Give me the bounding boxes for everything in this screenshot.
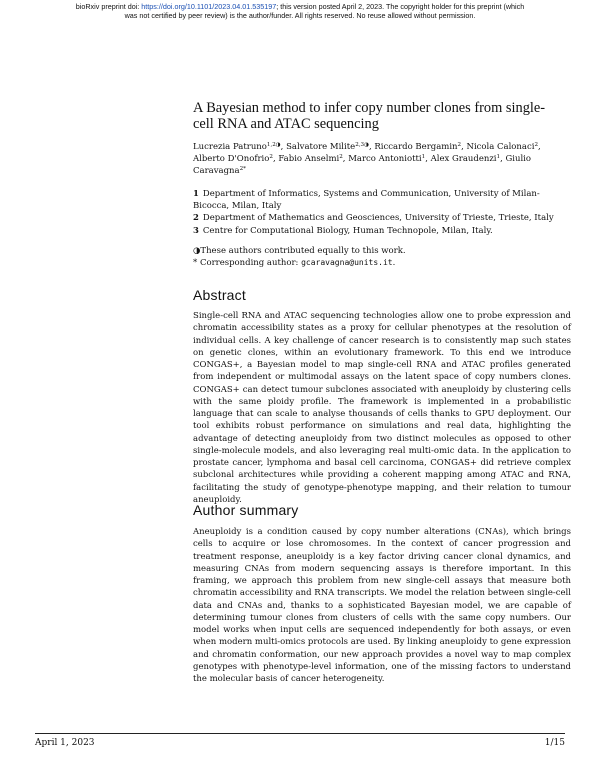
corresponding-end: . [392,258,396,269]
author-name: Giulio Caravagna [193,154,532,177]
preprint-suffix: ; this version posted April 2, 2023. The copyright holder for this preprint (which [276,2,525,11]
affiliation [193,212,568,224]
footer-divider [35,733,565,734]
affiliation-list [193,188,568,237]
author-affil-mark: 2* [239,166,246,173]
author-affil-mark: 2 [457,142,462,148]
author-summary-heading: Author summary [193,502,299,518]
author [467,142,541,152]
author-separator: , [500,154,506,165]
author-separator: , [342,154,349,165]
author [348,154,430,164]
author-name: Nicola Calonaci [466,142,535,152]
author-affil-mark: 1 [496,154,501,161]
author [278,154,348,164]
equal-contribution-note: ◑These authors contributed equally to this work. [193,246,406,256]
author-name: Salvatore Milite [286,142,356,152]
corresponding-email[interactable]: gcaravagna@units.it [301,258,393,268]
author-name: Alex Graudenzi [430,154,497,165]
author-affil-mark: 1,2◑ [266,142,281,148]
author [374,142,466,152]
author-notes [193,245,568,269]
author-name: Fabio Anselmi [278,154,340,165]
affiliation-text: Centre for Computational Biology, Human Technopole, Milan, Italy. [202,225,493,236]
preprint-notice [40,3,560,20]
author-separator: , [368,142,375,152]
affiliation-text: Department of Informatics, Systems and Communication, University of Milan-Bicocca, Milan, Italy [193,189,540,212]
abstract-body: Single-cell RNA and ATAC sequencing technologies allow one to probe expression and chromatin accessibility states as a proxy for cellular phenotypes at the resolution of individual cells. A key challenge of cancer research is to consistently map such states on genetic clones, within an evolutionary framework. To this end we introduce CONGAS+, a Bayesian model to map single-cell RNA and ATAC profiles generated from independent or multimodal assays on the latent space of copy numbers clones. CONGAS+ can detect tumour subclones associated with aneuploidy by clustering cells with the same ploidy profile. The framework is implemented in a probabilistic language that can scale to analyse thousands of cells thanks to GPU deployment. Our tool exhibits robust performance on simulations and real data, highlighting the advantage of detecting aneuploidy from two distinct molecules as opposed to other single-molecule models, and also leveraging real multi-omic data. In the application to prostate cancer, lymphoma and basal cell carcinoma, CONGAS+ did retrieve complex subclonal architectures while providing a coherent mapping among ATAC and RNA, facilitating the study of genotype-phenotype mapping, and their relation to tumour aneuploidy. [193,311,571,505]
author-name: Riccardo Bergamin [374,142,458,152]
author-separator: , [425,154,431,165]
author-summary-body: Aneuploidy is a condition caused by copy number alterations (CNAs), which brings cells to acquire or lose chromosomes. In the context of cancer progression and treatment response, aneuploidy is a key factor driving cancer clonal dynamics, and measuring CNAs from modern sequencing assays is therefore important. In this framing, we approach this problem from new single-cell assays that measure both chromatin accessibility and RNA transcripts. We model the relation between single-cell data and CNAs and, thanks to a sophisticated Bayesian model, we are capable of determining tumour clones from clusters of cells with the same copy numbers. Our model works when input cells are sequenced independently for both assays, or even when modern multi-omics protocols are used. By linking aneuploidy to gene expression and chromatin conformation, our new approach provides a novel way to map complex genotypes with phenotype-level information, one of the missing factors to understand the molecular basis of cancer heterogeneity. [193,527,571,684]
affiliation [193,225,568,237]
author [193,154,278,164]
author-list [193,141,568,178]
page-number: 1/15 [544,738,565,748]
preprint-prefix: bioRxiv preprint doi: [75,2,142,11]
author-name: Marco Antoniotti [348,154,422,165]
affiliation [193,188,568,212]
author-affil-mark: 2 [339,154,343,161]
abstract-heading: Abstract [193,287,246,303]
affiliation-text: Department of Mathematics and Geosciences, University of Trieste, Trieste, Italy [202,213,554,224]
author-separator: , [538,142,541,152]
corresponding-label: * Corresponding author: [193,258,302,269]
affiliation-number: 3 [193,225,199,236]
author-affil-mark: 2 [534,142,539,148]
corresponding-author-note [193,257,568,269]
author-affil-mark: 2,3◑ [355,142,369,148]
affiliation-number: 1 [193,189,199,199]
author-separator: , [461,142,467,152]
author [431,154,506,164]
paper-title: A Bayesian method to infer copy number clones from single-cell RNA and ATAC sequencing [193,100,546,132]
author-separator: , [280,142,287,152]
author-affil-mark: 1 [421,154,426,161]
author-separator: , [272,154,279,165]
author [286,142,374,152]
author-name: Lucrezia Patruno [193,142,267,152]
affiliation-number: 2 [193,213,199,224]
preprint-notice-line2: was not certified by peer review) is the author/funder. All rights reserved. No reuse allowed without permission. [124,10,476,20]
author-affil-mark: 2 [269,154,273,161]
author [193,142,286,152]
doi-link[interactable]: https://doi.org/10.1101/2023.04.01.535197 [141,2,277,11]
author-name: Alberto D'Onofrio [193,154,270,165]
footer-date: April 1, 2023 [35,738,95,748]
